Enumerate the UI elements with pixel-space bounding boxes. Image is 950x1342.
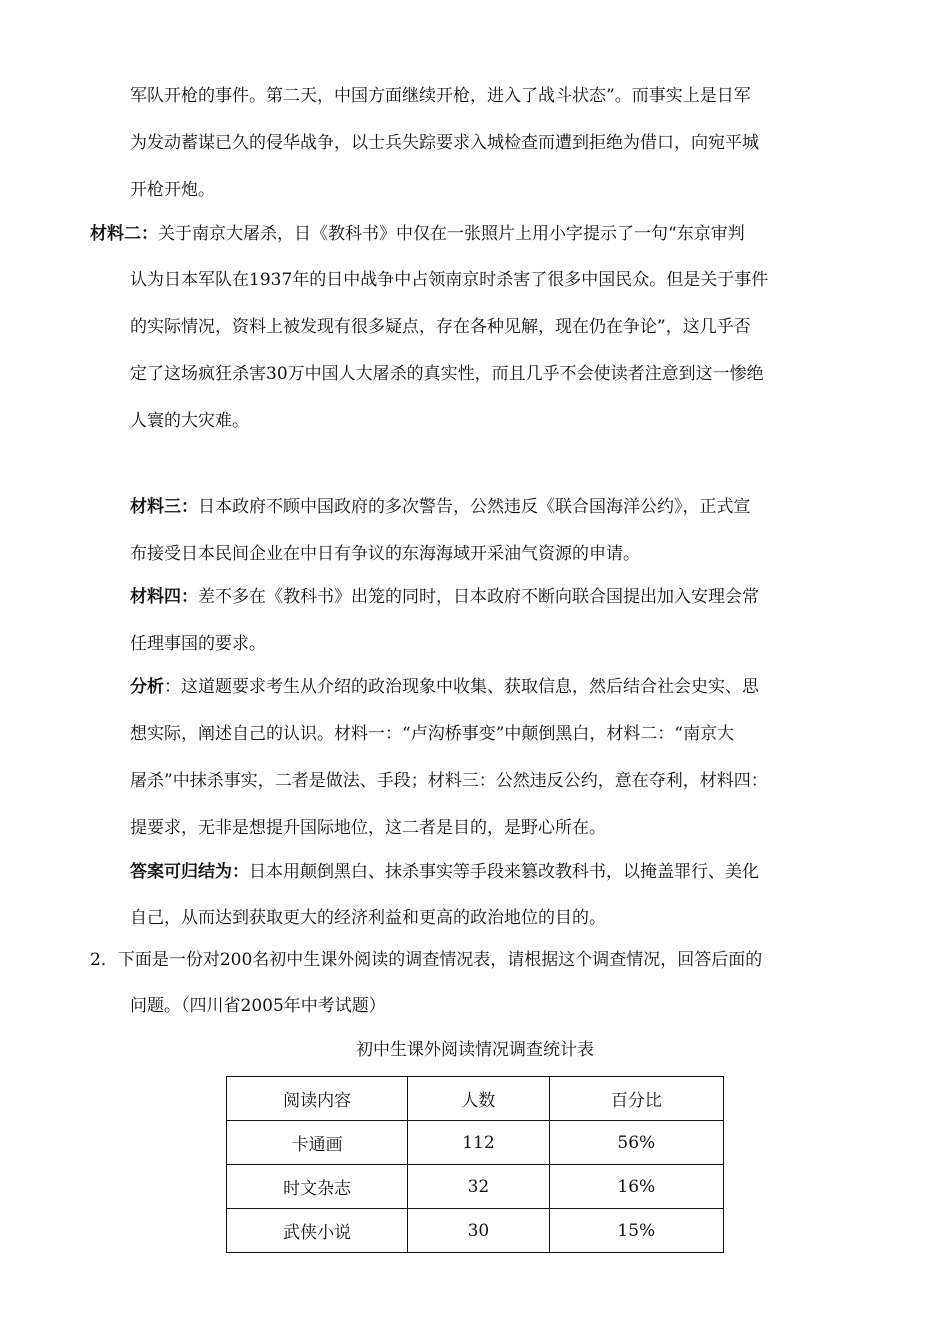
material-4-label: 材料四： <box>130 587 198 607</box>
analysis-text: ：这道题要求考生从介绍的政治现象中收集、获取信息，然后结合社会史实、思 <box>164 677 759 697</box>
table-cell: 时文杂志 <box>227 1165 408 1209</box>
analysis-first-line <box>130 675 759 699</box>
answer-label: 答案可归结为： <box>130 862 249 882</box>
material-4-first-line <box>130 585 759 609</box>
table-cell: 武侠小说 <box>227 1209 408 1253</box>
body-text-line: 认为日本军队在1937年的日中战争中占领南京时杀害了很多中国民众。但是关于事件 <box>130 270 769 290</box>
material-3-label: 材料三： <box>130 497 198 517</box>
survey-table <box>226 1076 724 1253</box>
material-2-first-line <box>90 222 745 246</box>
table-header-cell: 人数 <box>408 1077 549 1121</box>
table-cell: 卡通画 <box>227 1121 408 1165</box>
body-text-line: 问题。（四川省2005年中考试题） <box>130 996 386 1016</box>
table-row <box>227 1121 724 1165</box>
table-cell: 15% <box>549 1209 723 1253</box>
body-text-line: 布接受日本民间企业在中日有争议的东海海域开采油气资源的申请。 <box>130 544 640 564</box>
question-2-text: 下面是一份对200名初中生课外阅读的调查情况表，请根据这个调查情况，回答后面的 <box>117 950 763 970</box>
table-caption: 初中生课外阅读情况调查统计表 <box>356 1040 594 1060</box>
answer-text: 日本用颠倒黑白、抹杀事实等手段来篡改教科书，以掩盖罪行、美化 <box>249 862 759 882</box>
table-header-cell: 百分比 <box>549 1077 723 1121</box>
table-row <box>227 1209 724 1253</box>
table-cell: 56% <box>549 1121 723 1165</box>
body-text-line: 提要求，无非是想提升国际地位，这二者是目的，是野心所在。 <box>130 818 606 838</box>
body-text-line: 屠杀”中抹杀事实，二者是做法、手段；材料三：公然违反公约，意在夺利，材料四： <box>130 771 768 791</box>
body-text-line: 的实际情况，资料上被发现有很多疑点，存在各种见解，现在仍在争论”，这几乎否 <box>130 317 751 337</box>
question-2-first-line <box>90 948 762 972</box>
analysis-label: 分析 <box>130 677 164 697</box>
table-cell: 16% <box>549 1165 723 1209</box>
body-text-line: 自己，从而达到获取更大的经济利益和更高的政治地位的目的。 <box>130 908 606 928</box>
body-text-line: 任理事国的要求。 <box>130 634 266 654</box>
body-text-line: 开枪开炮。 <box>130 180 215 200</box>
body-text-line: 军队开枪的事件。第二天，中国方面继续开枪，进入了战斗状态”。而事实上是日军 <box>130 86 751 106</box>
material-3-text: 日本政府不顾中国政府的多次警告，公然违反《联合国海洋公约》，正式宣 <box>198 497 751 517</box>
answer-first-line <box>130 860 759 884</box>
table-cell: 112 <box>408 1121 549 1165</box>
material-2-text: 关于南京大屠杀，日《教科书》中仅在一张照片上用小字提示了一句“东京审判 <box>158 224 745 244</box>
material-4-text: 差不多在《教科书》出笼的同时，日本政府不断向联合国提出加入安理会常 <box>198 587 759 607</box>
table-row <box>227 1165 724 1209</box>
question-2-number: 2． <box>90 950 118 970</box>
body-text-line: 想实际，阐述自己的认识。材料一：“卢沟桥事变”中颠倒黑白，材料二：“南京大 <box>130 724 735 744</box>
body-text-line: 定了这场疯狂杀害30万中国人大屠杀的真实性，而且几乎不会使读者注意到这一惨绝 <box>130 364 764 384</box>
material-2-label: 材料二： <box>90 224 158 244</box>
table-cell: 30 <box>408 1209 549 1253</box>
body-text-line: 为发动蓄谋已久的侵华战争，以士兵失踪要求入城检查而遭到拒绝为借口，向宛平城 <box>130 133 759 153</box>
material-3-first-line <box>130 495 751 519</box>
table-header-cell: 阅读内容 <box>227 1077 408 1121</box>
table-cell: 32 <box>408 1165 549 1209</box>
body-text-line: 人寰的大灾难。 <box>130 411 249 431</box>
table-header-row <box>227 1077 724 1121</box>
